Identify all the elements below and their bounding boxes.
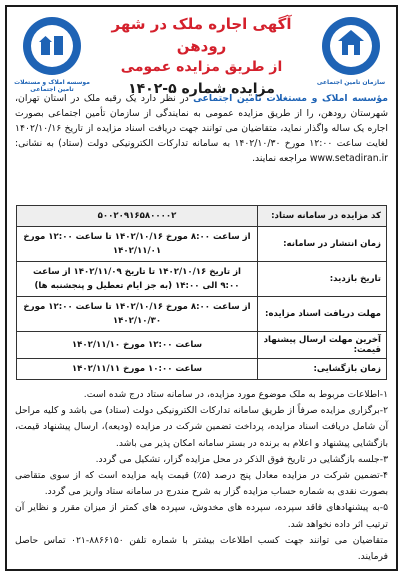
real-estate-institute-logo [13, 15, 91, 93]
notice-titles [99, 13, 304, 100]
auction-number: مزایده شماره ۵-۱۴۰۲ [128, 81, 275, 97]
social-security-emblem-icon [320, 15, 382, 77]
auction-notice [5, 5, 398, 571]
conditions-list [15, 387, 388, 565]
condition-item: ۵-به پیشنهادهای فاقد سپرده، سپرده های مخدوش، سپرده های کمتر از میزان مقرر و نظایر آن ترتیب اثر داده نخواهد شد. [15, 502, 388, 530]
row-label: آخرین مهلت ارسال پیشنهاد قیمت: [257, 332, 386, 358]
real-estate-emblem-icon [21, 15, 83, 77]
intro-text: در نظر دارد یک رقبه ملک در استان تهران، شهرستان رودهن، را از طریق مزایده عمومی به نمایندگی از سازمان تأمین اجتماعی بصورت اجاره یک ساله واگذار نماید، متقاضیان می توانند جهت دریافت اسناد مزایده از تاریخ ۱۴۰۲/۱۰/۱۶ لغایت ساعت ۱۲:۰۰ مورخ ۱۴۰۲/۱۰/۳۰ به سامانه تدارکات الکترونیکی دولت (ستاد) به نشانی: www.setadiran.ir مراجعه نمایند. [15, 93, 388, 164]
row-label: مهلت دریافت اسناد مزایده: [257, 297, 386, 331]
condition-item: ۱-اطلاعات مربوط به ملک موضوع مورد مزایده، در سامانه ستاد درج شده است. [83, 389, 388, 400]
auction-details-table [16, 205, 387, 380]
notice-header [7, 7, 396, 164]
row-value: از ساعت ۸:۰۰ مورخ ۱۴۰۲/۱۰/۱۶ تا ساعت ۱۲:۰۰ مورخ ۱۴۰۲/۱۱/۰۱ [23, 232, 251, 256]
social-security-logo [312, 15, 390, 86]
row-label: کد مزایده در سامانه ستاد: [257, 206, 386, 226]
organization-name: مؤسسه املاک و مستغلات تامین اجتماعی [193, 93, 388, 104]
left-logo-caption: موسسه املاک و مستغلات تامین اجتماعی [14, 79, 90, 93]
condition-item: ۳-جلسه بازگشایی در تاریخ فوق الذکر در محل مزایده گزار، تشکیل می گردد. [95, 453, 388, 465]
table-row [17, 332, 386, 359]
row-value: ساعت ۱۰:۰۰ مورخ ۱۴۰۲/۱۱/۱۱ [71, 364, 203, 374]
table-row [17, 359, 386, 379]
table-row [17, 297, 386, 332]
condition-item: ۲-برگزاری مزایده صرفاً از طریق سامانه تدارکات الکترونیکی دولت (ستاد) می باشد و کلیه مراحل آن شامل دریافت اسناد مزایده، پرداخت تضمین شرکت در مزایده (ودیعه)، ارسال پیشنهاد قیمت، بازگشایی پیشنهاد و اعلام به برنده در بستر سامانه امکان پذیر می باشد. [15, 405, 388, 449]
row-label: زمان بازگشایی: [257, 359, 386, 379]
row-value: از تاریخ ۱۴۰۲/۱۰/۱۶ تا تاریخ ۱۴۰۲/۱۱/۰۹ از ساعت ۹:۰۰ الی ۱۴:۰۰ (به جز ایام تعطیل و پنجشنبه ها) [33, 267, 241, 291]
right-logo-caption: سازمان تامین اجتماعی [316, 79, 386, 86]
row-value: از ساعت ۸:۰۰ مورخ ۱۴۰۲/۱۰/۱۶ تا ساعت ۱۲:۰۰ مورخ ۱۴۰۲/۱۰/۳۰ [23, 302, 251, 326]
notice-subtitle: از طریق مزایده عمومی [120, 59, 283, 75]
row-label: زمان انتشار در سامانه: [257, 227, 386, 261]
table-row [17, 227, 386, 262]
row-value: ۵۰۰۲۰۹۱۶۵۸۰۰۰۰۲ [97, 211, 177, 221]
intro-paragraph [15, 91, 388, 166]
row-label: تاریخ بازدید: [257, 262, 386, 296]
notice-title: آگهی اجاره ملک در شهر رودهن [111, 15, 292, 55]
table-row [17, 262, 386, 297]
condition-item: ۴-تضمین شرکت در مزایده معادل پنج درصد (۵٪) قیمت پایه مزایده است که از سوی متقاضی بصورت نقدی به شماره حساب مزایده گزار به شرح مندرج در سامانه ستاد واریز می گردد. [15, 470, 388, 498]
row-value: ساعت ۱۲:۰۰ مورخ ۱۴۰۲/۱۱/۱۰ [71, 340, 203, 350]
contact-note: متقاضیان می توانند جهت کسب اطلاعات بیشتر با شماره تلفن ۸۸۶۶۱۵۰-۰۲۱ تماس حاصل فرمایند. [15, 534, 388, 563]
table-row [17, 206, 386, 227]
